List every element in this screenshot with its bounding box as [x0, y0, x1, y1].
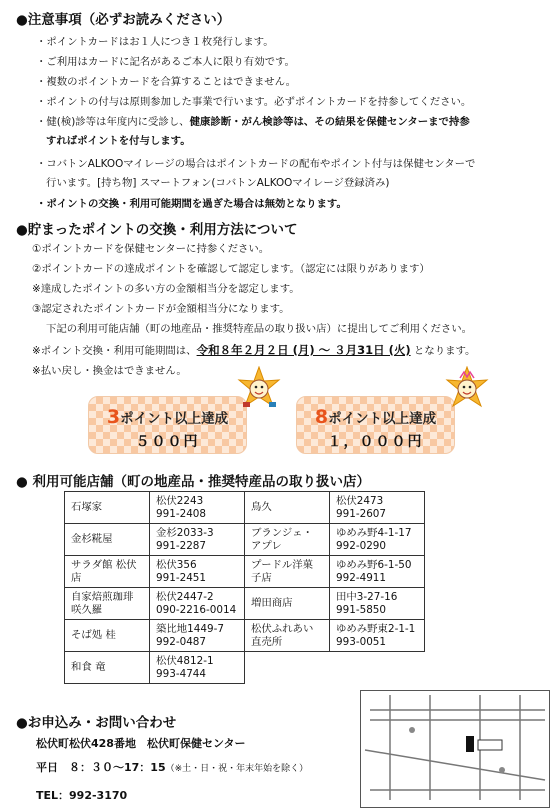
- reward-label: ポイント以上達成: [120, 411, 229, 427]
- hours-label: 平日 ８：３０～17：15: [36, 761, 166, 774]
- shop-contact: 松伏356 991-2451: [150, 556, 245, 588]
- table-row: [65, 556, 425, 588]
- period-suffix: となります。: [410, 345, 476, 357]
- note-item-expiry: ・ポイントの交換・利用可能期間を過ぎた場合は無効となります。: [36, 198, 347, 210]
- exchange-heading: ●貯まったポイントの交換・利用方法について: [16, 222, 298, 238]
- location-map: [360, 690, 550, 808]
- shop-contact: 田中3-27-16 991-5850: [330, 588, 425, 620]
- shop-name: 自家焙煎珈琲 咲久羅: [65, 588, 150, 620]
- reward-amount: ５００円: [135, 434, 200, 450]
- exchange-step: 下記の利用可能店舗（町の地産品・推奨特産品の取り扱い店）に提出してご利用ください。: [46, 323, 473, 335]
- note-item: [36, 115, 470, 129]
- period-prefix: ※ポイント交換・利用可能期間は、: [32, 345, 197, 357]
- shop-name: 和食 竜: [65, 652, 150, 684]
- reward-amount: １，０００円: [327, 434, 424, 450]
- table-row: [65, 524, 425, 556]
- reward-box-3: [88, 396, 247, 454]
- exchange-step: ②ポイントカードの達成ポイントを確認して認定します。（認定には限りがあります）: [32, 263, 430, 275]
- shop-name: サラダ館 松伏店: [65, 556, 150, 588]
- shop-contact: 築比地1449-7 992-0487: [150, 620, 245, 652]
- contact-heading: ●お申込み・お問い合わせ: [16, 715, 177, 731]
- reward-points: 8: [314, 406, 329, 428]
- hours-note: （※土・日・祝・年末年始を除く）: [165, 764, 309, 774]
- period-dates: 令和８年２月２日 (月) ～ ３月31日 (火): [196, 343, 411, 357]
- no-refund-note: ※払い戻し・換金はできません。: [32, 365, 187, 377]
- exchange-step: ※達成したポイントの多い方の金額相当分を認定します。: [32, 283, 300, 295]
- note-item: ・ご利用はカードに記名があるご本人に限り有効です。: [36, 56, 295, 68]
- exchange-period: [32, 343, 475, 358]
- shop-name: ブランジェ・アプレ: [245, 524, 330, 556]
- shop-contact: ゆめみ野4-1-17 992-0290: [330, 524, 425, 556]
- mascot-illustration: [444, 366, 490, 412]
- reward-box-8: [296, 396, 455, 454]
- table-row: [65, 588, 425, 620]
- shop-contact: 松伏4812-1 993-4744: [150, 652, 245, 684]
- shop-name: 石塚家: [65, 492, 150, 524]
- table-row: [65, 492, 425, 524]
- note-item: 行います。[持ち物] スマートフォン(コバトンALKOOマイレージ登録済み): [46, 177, 390, 189]
- shop-contact: 松伏2473 991-2607: [330, 492, 425, 524]
- note-emphasis: すればポイントを付与します。: [46, 135, 191, 147]
- table-row: [65, 652, 425, 684]
- exchange-step: ③認定されたポイントカードが金額相当分になります。: [32, 303, 290, 315]
- shop-contact: ゆめみ野東2-1-1 993-0051: [330, 620, 425, 652]
- exchange-step: ①ポイントカードを保健センターに持参ください。: [32, 243, 270, 255]
- shop-contact: 金杉2033-3 991-2287: [150, 524, 245, 556]
- shops-table: [64, 491, 425, 684]
- mascot-illustration: [236, 366, 282, 412]
- shop-name: プードル洋菓子店: [245, 556, 330, 588]
- shops-heading: ● 利用可能店舗（町の地産品・推奨特産品の取り扱い店）: [16, 474, 370, 490]
- shop-name: そば処 桂: [65, 620, 150, 652]
- shop-name: 松伏ふれあい 直売所: [245, 620, 330, 652]
- shop-contact: 松伏2447-2 090-2216-0014: [150, 588, 245, 620]
- contact-address: 松伏町松伏428番地 松伏町保健センター: [36, 737, 246, 750]
- note-emphasis: 健康診断・がん検診等は、その結果を保健センターまで持参: [189, 116, 470, 128]
- note-item: ・ポイントの付与は原則参加した事業で行います。必ずポイントカードを持参してください。: [36, 96, 472, 108]
- shop-name: 金杉糀屋: [65, 524, 150, 556]
- note-item: ・コバトンALKOOマイレージの場合はポイントカードの配布やポイント付与は保健センターで: [36, 158, 476, 170]
- reward-points: 3: [106, 406, 121, 428]
- shop-contact: 松伏2243 991-2408: [150, 492, 245, 524]
- notes-heading: ●注意事項（必ずお読みください）: [16, 12, 231, 28]
- note-text: ・健(検)診等は年度内に受診し、: [36, 116, 190, 128]
- note-item: ・ポイントカードはお１人につき１枚発行します。: [36, 36, 274, 48]
- shop-name: 増田商店: [245, 588, 330, 620]
- contact-tel: TEL：992-3170: [36, 789, 128, 802]
- contact-hours: [36, 761, 308, 776]
- table-row: [65, 620, 425, 652]
- shop-contact: ゆめみ野6-1-50 992-4911: [330, 556, 425, 588]
- note-item: ・複数のポイントカードを合算することはできません。: [36, 76, 297, 88]
- shop-name: 鳥久: [245, 492, 330, 524]
- reward-label: ポイント以上達成: [328, 411, 437, 427]
